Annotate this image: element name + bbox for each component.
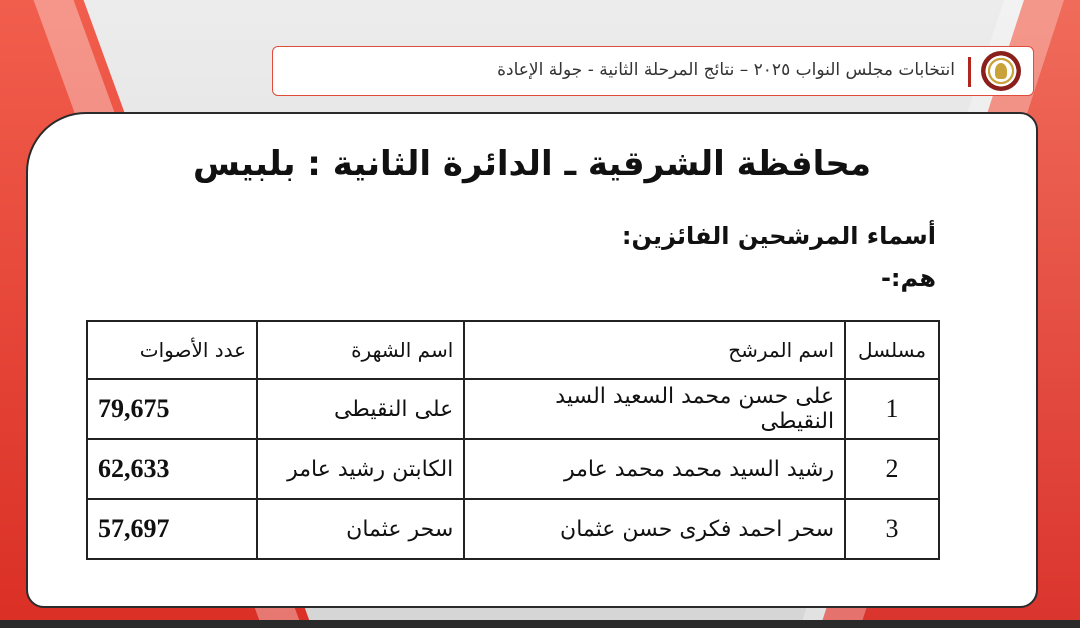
- cell-name: على حسن محمد السعيد السيد النقيطى: [464, 379, 845, 439]
- results-table: [86, 320, 940, 560]
- cell-serial: 2: [845, 439, 939, 499]
- cell-votes: 79,675: [87, 379, 257, 439]
- cell-serial: 3: [845, 499, 939, 559]
- cell-name: سحر احمد فكرى حسن عثمان: [464, 499, 845, 559]
- cell-fame: على النقيطى: [257, 379, 464, 439]
- winners-label: أسماء المرشحين الفائزين:: [621, 222, 936, 250]
- header-divider: [968, 57, 971, 87]
- table-header-row: [87, 321, 939, 379]
- header-banner: [272, 46, 1034, 96]
- cell-serial: 1: [845, 379, 939, 439]
- header-serial: مسلسل: [845, 321, 939, 379]
- results-card: [26, 112, 1038, 608]
- cell-votes: 57,697: [87, 499, 257, 559]
- hum-label: هم:-: [880, 264, 936, 292]
- bottom-bar: [0, 620, 1080, 628]
- egypt-eagle-emblem-icon: [981, 51, 1021, 91]
- header-votes: عدد الأصوات: [87, 321, 257, 379]
- district-title: محافظة الشرقية ـ الدائرة الثانية : بلبيس: [193, 144, 871, 184]
- table-row: [87, 499, 939, 559]
- table-row: [87, 379, 939, 439]
- header-fame: اسم الشهرة: [257, 321, 464, 379]
- cell-fame: سحر عثمان: [257, 499, 464, 559]
- header-text: انتخابات مجلس النواب ٢٠٢٥ – نتائج المرحلة الثانية - جولة الإعادة: [497, 60, 955, 80]
- cell-fame: الكابتن رشيد عامر: [257, 439, 464, 499]
- table-row: [87, 439, 939, 499]
- header-name: اسم المرشح: [464, 321, 845, 379]
- cell-name: رشيد السيد محمد محمد عامر: [464, 439, 845, 499]
- cell-votes: 62,633: [87, 439, 257, 499]
